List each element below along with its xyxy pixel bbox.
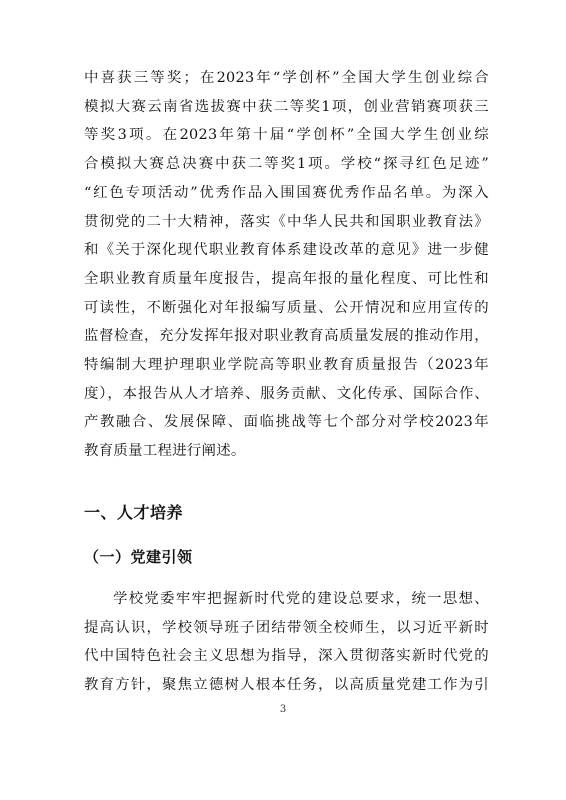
paragraph-line: 等奖3项。在2023年第十届“学创杯”全国大学生创业综 <box>84 127 489 144</box>
paragraph-line: 度），本报告从人才培养、服务贡献、文化传承、国际合作、 <box>84 385 489 402</box>
subsection-heading: （一）党建引领 <box>84 548 193 566</box>
section-heading: 一、人才培养 <box>84 503 184 522</box>
paragraph-line: 提高认识，学校领导班子团结带领全校师生，以习近平新时 <box>84 619 489 636</box>
paragraph-line: 合模拟大赛总决赛中获二等奖1项。学校“探寻红色足迹” <box>84 156 489 173</box>
continuation-paragraph <box>84 64 489 466</box>
paragraph-line: 监督检查，充分发挥年报对职业教育高质量发展的推动作用， <box>84 328 489 345</box>
page-number: 3 <box>279 704 287 715</box>
paragraph-line: 全职业教育质量年度报告，提高年报的量化程度、可比性和 <box>84 270 489 287</box>
body-paragraph <box>84 585 489 700</box>
paragraph-line: 特编制大理护理职业学院高等职业教育质量报告（2023年 <box>84 357 489 374</box>
paragraph-line: 教育方针，聚焦立德树人根本任务，以高质量党建工作为引 <box>84 677 489 694</box>
paragraph-line: 贯彻党的二十大精神，落实《中华人民共和国职业教育法》 <box>84 213 489 230</box>
paragraph-line: 代中国特色社会主义思想为指导，深入贯彻落实新时代党的 <box>84 648 489 665</box>
paragraph-line: 中喜获三等奖；在2023年“学创杯”全国大学生创业综合 <box>84 70 489 86</box>
paragraph-line: 教育质量工程进行阐述。 <box>84 443 246 460</box>
paragraph-line: “红色专项活动”优秀作品入围国赛优秀作品名单。为深入 <box>84 184 489 201</box>
paragraph-line: 可读性，不断强化对年报编写质量、公开情况和应用宣传的 <box>84 299 489 316</box>
paragraph-line: 学校党委牢牢把握新时代党的建设总要求，统一思想、 <box>113 591 489 607</box>
paragraph-line: 产教融合、发展保障、面临挑战等七个部分对学校2023年 <box>84 414 489 431</box>
paragraph-line: 模拟大赛云南省选拔赛中获二等奖1项，创业营销赛项获三 <box>84 98 489 115</box>
paragraph-line: 和《关于深化现代职业教育体系建设改革的意见》进一步健 <box>84 242 489 259</box>
